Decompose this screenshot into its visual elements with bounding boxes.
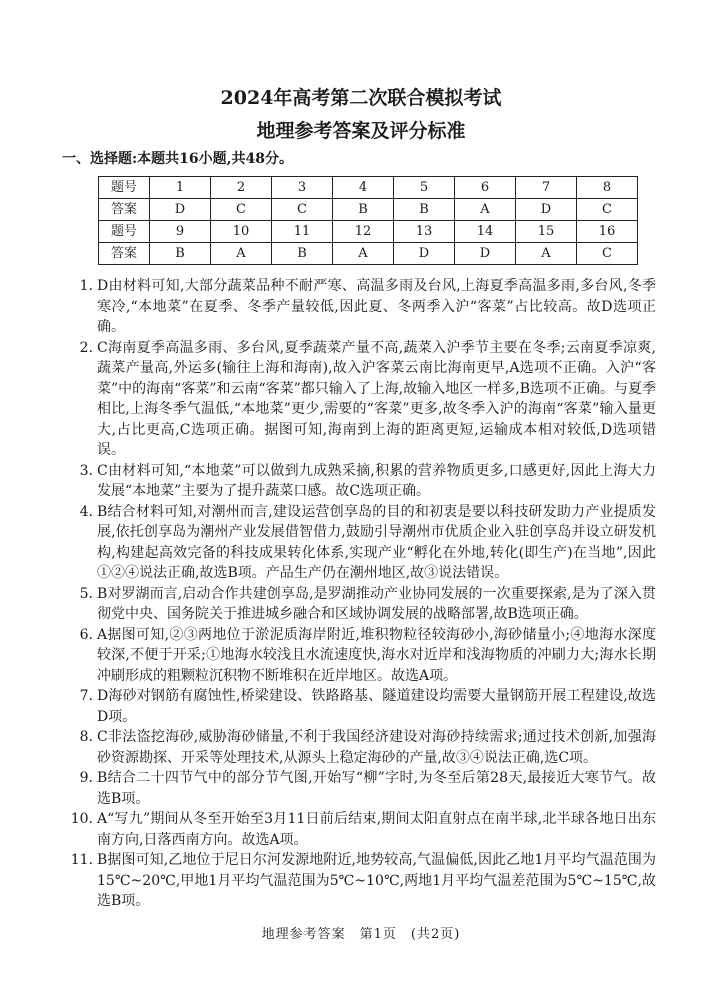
item-number: 1. <box>79 278 93 294</box>
table-cell: C <box>577 199 638 221</box>
item-number: 7. <box>79 688 93 704</box>
table-cell: 6 <box>455 177 516 199</box>
table-row <box>99 243 638 265</box>
table-cell: 5 <box>394 177 455 199</box>
table-cell: D <box>516 199 577 221</box>
table-cell: D <box>394 243 455 265</box>
row-header: 题号 <box>99 221 150 243</box>
table-cell: 10 <box>211 221 272 243</box>
table-cell: 14 <box>455 221 516 243</box>
list-item <box>60 461 656 502</box>
table-row <box>99 177 638 199</box>
item-number: 11. <box>70 852 93 868</box>
exam-title: 2024年高考第二次联合模拟考试 <box>220 87 502 109</box>
table-cell: A <box>516 243 577 265</box>
item-number: 4. <box>79 503 93 520</box>
table-cell: A <box>211 243 272 265</box>
table-cell: D <box>455 243 516 265</box>
table-row <box>99 199 638 221</box>
table-cell: 1 <box>150 177 211 199</box>
table-cell: 3 <box>272 177 333 199</box>
row-header: 题号 <box>99 177 150 199</box>
item-number: 2. <box>79 339 93 356</box>
item-number: 5. <box>79 585 93 602</box>
table-cell: B <box>394 199 455 221</box>
item-number: 8. <box>79 729 93 745</box>
table-cell: 8 <box>577 177 638 199</box>
table-cell: 11 <box>272 221 333 243</box>
exam-subtitle: 地理参考答案及评分标准 <box>256 120 466 142</box>
table-cell: C <box>272 199 333 221</box>
table-cell: 12 <box>333 221 394 243</box>
item-number: 10. <box>70 811 93 827</box>
list-item <box>60 338 656 461</box>
table-cell: 13 <box>394 221 455 243</box>
table-cell: A <box>455 199 516 221</box>
list-item <box>60 276 656 338</box>
table-cell: 16 <box>577 221 638 243</box>
table-row <box>99 221 638 243</box>
body-flow <box>60 276 656 964</box>
item-explanation: B结合材料可知,对潮州而言,建设运营创享岛的目的和初衷是要以科技研发助力产业提质发展,依托创享岛为潮州产业发展借智借力,鼓励引导潮州市优质企业入驻创享岛并设立研发机构,构建起高效完备的科技成果转化体系,实现产业“孵化在外地,转化(即生产)在当地”,因此①②④说法正确,故选B项。产品生产仍在潮州地区,故③说法错误。 <box>97 503 656 581</box>
table-cell: A <box>333 243 394 265</box>
item-explanation: B对罗湖而言,启动合作共建创享岛,是罗湖推动产业协同发展的一次重要探索,是为了深入贯彻党中央、国务院关于推进城乡融合和区域协调发展的战略部署,故B选项正确。 <box>97 585 656 622</box>
item-explanation: C海南夏季高温多雨、多台风,夏季蔬菜产量不高,蔬菜入沪季节主要在冬季;云南夏季凉爽,蔬菜产量高,外运多(输往上海和海南),故入沪客菜云南比海南更早,A选项不正确。入沪“客菜”中的海南“客菜”和云南“客菜”都只输入了上海,故输入地区一样多,B选项不正确。与夏季相比,上海冬季气温低,“本地菜”更少,需要的“客菜”更多,故冬季入沪的海南“客菜”输入量更大,占比更高,C选项正确。据图可知,海南到上海的距离更短,运输成本相对较低,D选项错误。 <box>97 339 656 458</box>
list-item <box>60 727 656 768</box>
table-cell: B <box>272 243 333 265</box>
table-cell: C <box>211 199 272 221</box>
item-explanation: A据图可知,②③两地位于淤泥质海岸附近,堆积物粒径较海砂小,海砂储量小;④地海水深度较深,不便于开采;①地海水较浅且水流速度快,海水对近岸和浅海物质的冲刷力大;海水长期冲刷形成的粗颗粒沉积物不断堆积在近岸地区。故选A项。 <box>97 626 656 684</box>
item-explanation: D海砂对钢筋有腐蚀性,桥梁建设、铁路路基、隧道建设均需要大量钢筋开展工程建设,故选D项。 <box>97 688 656 725</box>
item-number: 9. <box>79 770 93 786</box>
answer-table <box>98 176 638 265</box>
explanations-list <box>60 276 656 912</box>
item-number: 3. <box>79 462 93 479</box>
table-cell: 4 <box>333 177 394 199</box>
list-item <box>60 768 656 809</box>
item-explanation: C由材料可知,“本地菜”可以做到九成熟采摘,积累的营养物质更多,口感更好,因此上海大力发展“本地菜”主要为了提升蔬菜口感。故C选项正确。 <box>97 462 656 499</box>
table-cell: B <box>150 243 211 265</box>
list-item <box>60 502 656 584</box>
table-cell: 7 <box>516 177 577 199</box>
table-cell: 2 <box>211 177 272 199</box>
item-explanation: C非法盗挖海砂,威胁海砂储量,不利于我国经济建设对海砂持续需求;通过技术创新,加强海砂资源勘探、开采等处理技术,从源头上稳定海砂的产量,故③④说法正确,选C项。 <box>97 729 656 766</box>
table-cell: D <box>150 199 211 221</box>
row-header: 答案 <box>99 243 150 265</box>
list-item <box>60 809 656 850</box>
row-header: 答案 <box>99 199 150 221</box>
list-item <box>60 584 656 625</box>
item-explanation: B结合二十四节气中的部分节气图,开始写“柳”字时,为冬至后第28天,最接近大寒节气。故选B项。 <box>97 770 656 807</box>
table-cell: B <box>333 199 394 221</box>
item-number: 6. <box>79 626 93 643</box>
table-cell: 9 <box>150 221 211 243</box>
table-cell: 15 <box>516 221 577 243</box>
item-explanation: D由材料可知,大部分蔬菜品种不耐严寒、高温多雨及台风,上海夏季高温多雨,多台风,冬季寒冷,“本地菜”在夏季、冬季产量较低,因此夏、冬两季入沪“客菜”占比较高。故D选项正确。 <box>97 278 656 335</box>
table-cell: C <box>577 243 638 265</box>
item-explanation: A“写九”期间从冬至开始至3月11日前后结束,期间太阳直射点在南半球,北半球各地日出东南方向,日落西南方向。故选A项。 <box>97 811 656 848</box>
list-item <box>60 686 656 727</box>
list-item <box>60 625 656 687</box>
list-item <box>60 850 656 912</box>
item-explanation: B据图可知,乙地位于尼日尔河发源地附近,地势较高,气温偏低,因此乙地1月平均气温范围为15℃~20℃,甲地1月平均气温范围为5℃~10℃,两地1月平均气温差范围为5℃~15℃,故选B项。 <box>97 852 656 909</box>
page-footer: 地理参考答案 第1页 (共2页) <box>261 926 461 942</box>
section-heading: 一、选择题:本题共16小题,共48分。 <box>62 151 294 167</box>
